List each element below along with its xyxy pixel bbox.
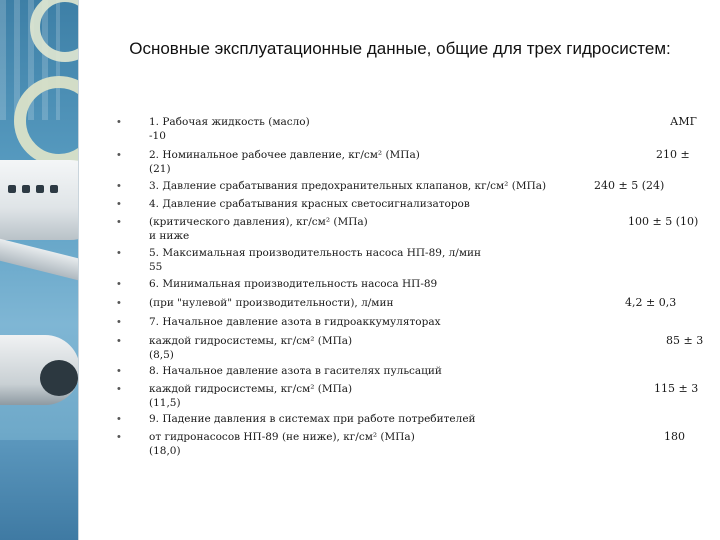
bullet-marker [117, 322, 123, 328]
list-item-text: 8. Начальное давление азота в гасителях пульсаций [149, 365, 442, 377]
list-item-subtext: (11,5) [149, 397, 181, 409]
list-item-text: от гидронасосов НП-89 (не ниже), кг/см² (МПа) [149, 431, 415, 443]
list-item [149, 296, 393, 310]
list-item-text: 4. Давление срабатывания красных светосигнализаторов [149, 198, 470, 210]
list-item-text: (при "нулевой" производительности), л/мин [149, 297, 394, 309]
list-item-subtext: и ниже [149, 230, 190, 242]
list-item [149, 315, 441, 329]
list-item-text: 1. Рабочая жидкость (масло) [149, 116, 310, 128]
list-item-value: 240 ± 5 (24) [594, 179, 665, 192]
list-item-value: АМГ [670, 115, 697, 128]
list-item-subtext: (21) [149, 163, 171, 175]
list-item-text: 9. Падение давления в системах при работе потребителей [149, 413, 476, 425]
list-item-text: 2. Номинальное рабочее давление, кг/см² (МПа) [149, 149, 420, 161]
list-item-value: 180 [664, 430, 685, 443]
bullet-marker [117, 371, 123, 377]
list-item-value: 85 ± 3 [666, 334, 704, 347]
bullet-marker [117, 204, 123, 210]
list-item-text: 7. Начальное давление азота в гидроаккумуляторах [149, 316, 441, 328]
bullet-marker [117, 303, 123, 309]
list-item-subtext: (18,0) [149, 445, 181, 457]
list-item-value: 4,2 ± 0,3 [625, 296, 677, 309]
list-item [149, 197, 470, 211]
list-item-text: каждой гидросистемы, кг/см² (МПа) [149, 335, 353, 347]
list-item [149, 148, 420, 176]
list-item [149, 215, 368, 243]
list-item-text: (критического давления), кг/см² (МПа) [149, 216, 368, 228]
list-item [149, 179, 546, 193]
list-item-text: 5. Максимальная производительность насоса НП-89, л/мин [149, 247, 481, 259]
list-item [149, 412, 476, 426]
list-item-subtext: 55 [149, 261, 163, 273]
bullet-marker [117, 222, 123, 228]
bullet-marker [117, 284, 123, 290]
list-item-value: 210 ± [656, 148, 690, 161]
list-item-subtext: -10 [149, 130, 166, 142]
bullet-marker [117, 155, 123, 161]
list-item [149, 364, 442, 378]
bullet-marker [117, 122, 123, 128]
list-item [149, 277, 437, 291]
list-item-text: 3. Давление срабатывания предохранительных клапанов, кг/см² (МПа) [149, 180, 547, 192]
list-item [149, 382, 352, 410]
list-item [149, 246, 481, 274]
bullet-marker [117, 419, 123, 425]
list-item-text: каждой гидросистемы, кг/см² (МПа) [149, 383, 353, 395]
list-item [149, 115, 310, 143]
list-item [149, 430, 415, 458]
bullet-marker [117, 186, 123, 192]
list-item-subtext: (8,5) [149, 349, 174, 361]
page-title: Основные эксплуатационные данные, общие для трех гидросистем: [129, 39, 671, 58]
bullet-marker [117, 389, 123, 395]
list-item-value: 100 ± 5 (10) [628, 215, 699, 228]
list-item [149, 334, 352, 362]
list-item-value: 115 ± 3 [654, 382, 699, 395]
list-item-text: 6. Минимальная производительность насоса НП-89 [149, 278, 438, 290]
bullet-marker [117, 437, 123, 443]
bullet-marker [117, 341, 123, 347]
bullet-marker [117, 253, 123, 259]
